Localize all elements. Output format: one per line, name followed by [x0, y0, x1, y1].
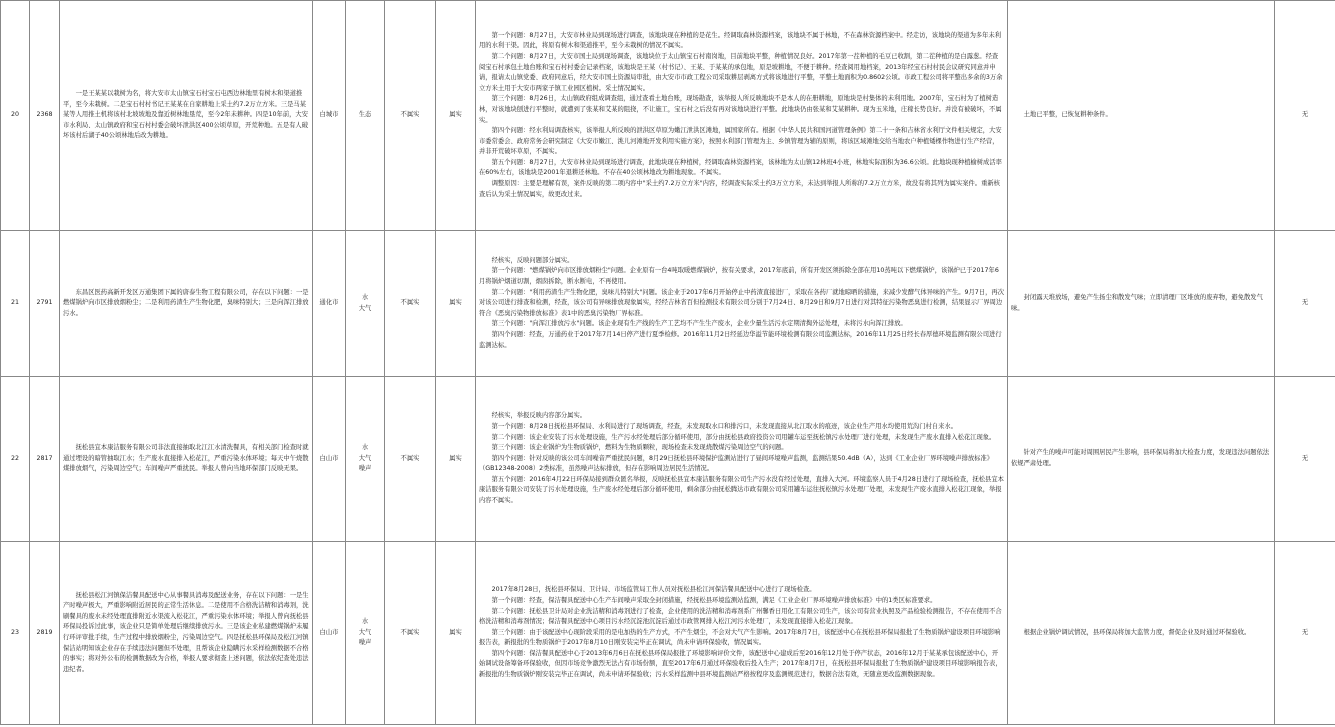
complaint-text: 抚松县宜本康洁服务有限公司非法直接抽取北江江水清洗餐具，有相关部门检查时就通过埋设的暗管抽取江水；生产废水直接排入松花江，严重污染水体环境；每天中午烧散煤排放烟气，污染周边空气；车间噪声严重扰民。举报人曾向当地环保部门反映无果。: [63, 444, 309, 473]
complaint-cell: [60, 377, 313, 542]
measures-cell: [1008, 377, 1275, 542]
details-paragraph: 第二个问题：该企业安装了污水处理设施，生产污水经处理后部分循环使用，部分由抚松县政府投资公司用罐车运至抚松镇污水处理厂进行处理，未发现生产废水直排入松花江现象。: [491, 433, 996, 441]
category-cell: [346, 231, 385, 377]
remark-cell: 无: [1275, 542, 1335, 725]
complaint-text: 一是王某某以栽树为名，将大安市太山镇宝石村宝石屯西边林地里有树木和渠道推平，至今未栽树。二是宝石村村书记王某某在自家耕地上采土约7.2万立方米。三是马某某等人用推土机将该村北坡坡地及靠近树林地垦荒，至今2年未耕种。四是10年前，大安市水利局、太山镇政府和宝石村村委会破坏泄洪区400公顷草原，开荒种地。五是有人破坏该村后湖子40公顷林地后改为耕地。: [63, 90, 309, 140]
measures-text: 根据企业锅炉调试情况，县环保局将加大监管力度，督促企业及时通过环保验收。: [1023, 628, 1251, 636]
complaint-text: 东昌区医药高新开发区万通集团下属的唐泰生物工程有限公司，存在以下问题：一是燃煤锅炉向市区排放烟粉尘；二是利用药渣生产生物化肥，臭味特别大；三是向浑江排放污水。: [63, 288, 309, 317]
complaint-cell: [60, 542, 313, 725]
remark-cell: 无: [1275, 377, 1335, 542]
details-paragraph: 2017年8月28日，抚松县环保局、卫计局、市场监管局工作人员对抚松县松江河保洁餐具配送中心进行了现场检查。: [491, 586, 816, 594]
table-row: [1, 1, 1335, 231]
complaint-cell: [60, 1, 313, 231]
verdict-final: 属实: [436, 1, 476, 231]
details-paragraph: 第三个问题：8月26日，太山镇政府组成调查组，通过查看土地台账，现场勘查，该举报人所反映地块不是本人的在册耕地，原地块是村集体的未利用地。2007年，宝石村为了植树造林，对该地块刨进行平整时，就遭到了张某和艾某的阻挠，不让施工，宝石村之后没有再对该地块进行平整。此地块仍由张某和艾某耕种。现为玉米地，庄稼长势良好。并没有被破坏，不属实。: [479, 95, 1002, 124]
table-row: [1, 231, 1335, 377]
remark-cell: 无: [1275, 1, 1335, 231]
row-number: 23: [1, 542, 30, 725]
details-paragraph: 第四个问题：经水利局调查核实，该举报人所反映的泄洪区草原为嫩江泄洪区滩地，属国家所有。根据《中华人民共和国河道管理条例》第二十一条和吉林省水利厅文件相关规定，大安市委常委会、政府常务会研究制定《大安市嫩江、洮儿河滩地开发利用实施方案》，按照水利部门管理为主、乡镇管理为辅的原则，将该区域滩地交给当地农户种植矮棵作物进行生产经营，并非开荒破坏草原，不属实。: [479, 127, 1002, 156]
category-cell: [346, 377, 385, 542]
category-item: 水: [361, 293, 369, 301]
category-item: 大气: [358, 628, 372, 636]
case-id: 2817: [30, 377, 60, 542]
verdict-final: 属实: [436, 377, 476, 542]
details-cell: [476, 231, 1008, 377]
details-paragraph: 第二个问题：抚松县卫计局对企业洗洁精和消毒剂进行了检查，企业使用的洗洁精和消毒剂系广州馨香日用化工有限公司生产，该公司有营业执照及产品检验检测报告，不存在使用不合格洗洁精和消毒剂情况；保洁餐具配送中心项目污水经沉淀池沉淀后通过市政管网排入松江河污水处理厂，未发现直接排入松花江现象。: [479, 607, 1002, 626]
measures-cell: [1008, 542, 1275, 725]
city-cell: 白山市: [313, 542, 346, 725]
details-paragraph: 第二个问题：8月27日，大安市国土局到现场调查，该地块位于太山镇宝石村南岗地，目前地块平整，种植情况良好。2017年第一茬种植的毛豆已收割，第二茬种植的是白露葱。经查阅宝石村承包土地台账和宝石村村委会记录档案，该地块是王某（村书记）、王某、于某某的承包地，原是坡耕地，不便于耕种。经查阅用地档案，2013年经宝石村村民会议研究同意并申请，报请太山镇党委、政府同意后，经大安市国土资源局审批，由大安市市政工程公司采取耕层剥离方式将该地进行平整，平整土地面积为0.8602公顷。市政工程公司将平整出多余的3万余立方米土用于大安市两家子镇工业园区植树。采土情况属实。: [479, 52, 1003, 92]
details-paragraph: 第五个问题：2016年4月22日环保局接到群众匿名举报，反映抚松县宜本康洁服务有限公司生产污水没有经过处理，直排入大河。环境监察人员于4月28日进行了现场检查，抚松县宜本康洁服务有限公司安装了污水处理设施，生产废水经处理后部分循环使用，剩余部分由抚松腾达市政有限公司采用罐车运往抚松镇污水处理厂处理，未发现生产废水直排入松花江现象，举报内容不属实。: [479, 475, 1004, 505]
city-cell: 通化市: [313, 231, 346, 377]
case-id: 2368: [30, 1, 60, 231]
details-paragraph: 第四个问题：保洁餐具配送中心于2013年6月6日在抚松县环保局报批了环境影响评价文件，该配送中心建成后至2016年12月处于停产状态，2016年12月于某某承包该配送中心，开始调试设备筹备环保验收，但因市场竞争激烈无法占有市场份额，直至2017年6月通过环保验收后投入生产；2017年8月7日，在抚松县环保局报批了生物质锅炉建设项目环境影响报告表，新报批的生物质锅炉刚安装完毕正在调试，尚未申请环保验收；污水采样监测中县环境监测站严格按程序及监测规范进行，数据合法有效，无随意更改监测数据现象。: [479, 649, 1002, 679]
category-item: 大气: [358, 304, 372, 312]
measures-cell: [1008, 231, 1275, 377]
row-number: 22: [1, 377, 30, 542]
category-item: 大气: [358, 454, 372, 462]
complaint-text: 抚松县松江河镇保洁餐具配送中心从事餐具消毒及配送业务，存在以下问题：一是生产时噪声极大，严重影响附近居民的正常生活休息。二是使用不合格洗洁精和消毒剂，洗刷餐具的废水未经处理直排附近水渠流入松花江，严重污染水体环境；举报人曾向抚松县环保局投诉过此事，该企业只是简单处理后继续排放污水。三是该企业私建燃煤锅炉未履行环评审批手续，生产过程中排放烟粉尘，污染周边空气。四是抚松县环保局及松江河镇保洁站明知该企业存在手续违法问题但不处理，且帮该企业隐瞒污水采样检测数据不合格的事实；将对外公布的检测数据改为合格，举报人要求彻查上述问题，依法依纪查处违法违纪者。: [63, 591, 309, 673]
details-cell: [476, 377, 1008, 542]
verdict-initial: 不属实: [385, 377, 436, 542]
table-row: [1, 377, 1335, 542]
category-item: 水: [361, 444, 369, 452]
details-paragraph: 第三个问题："向浑江排放污水"问题。该企业现有生产线的生产工艺均不产生生产废水，企业少量生活污水定期清掏外运处理，未将污水向浑江排放。: [491, 320, 907, 328]
measures-text: 土地已平整，已恢复耕种条件。: [1023, 111, 1112, 119]
case-id: 2819: [30, 542, 60, 725]
complaint-cell: [60, 231, 313, 377]
details-paragraph: 第一个问题：8月27日，大安市林业局到现场进行调查，该地块现在种植的是花生。经调取森林资源档案，该地块不属于林地，不在森林资源档案中。经走访，该地块的渠道为多年未利用的水利干渠。因此，将原有树木和渠道推平，至今未栽树的情况不属实。: [479, 31, 1002, 50]
details-paragraph: 第五个问题：8月27日，大安市林业局到现场进行调查，此地块现在种植树，经调取森林资源档案，该林地为太山镇12林班4小班，林地实际面积为36.6公顷。此地块现种植榆树成活率在60%左右，该地块是2001年退耕还林地。不存在40公顷林地改为耕地现象。不属实。: [479, 158, 1002, 177]
details-cell: [476, 542, 1008, 725]
category-cell: [346, 1, 385, 231]
details-paragraph: 经核实，反映问题部分属实。: [491, 256, 574, 264]
measures-cell: [1008, 1, 1275, 231]
category-item: 生态: [358, 111, 372, 119]
verdict-final: 属实: [436, 542, 476, 725]
table-row: [1, 542, 1335, 725]
category-item: 噪声: [358, 465, 372, 473]
measures-text: 封闭露天堆放场，避免产生扬尘和散发气味；立即清理厂区堆放的废弃物，避免散发气味。: [1011, 293, 1263, 312]
verdict-initial: 不属实: [385, 542, 436, 725]
verdict-initial: 不属实: [385, 231, 436, 377]
details-paragraph: 调整原因：主要是理解有误，案件反映的第二项内容中"采土约7.2万立方米"内容，经调查实际采土约3万立方米，未达到举报人所称的7.2万立方米，故没有将其列为属实案件。重新核查后认为采土情况属实，故更改过来。: [479, 180, 1000, 198]
details-paragraph: 第四个问题：针对反映的该公司车间噪音严重扰民问题，8月29日抚松县环境保护监测站进行了昼间环境噪声监测，监测结果50.4dB（A），达到《工业企业厂界环境噪声排放标准》（GB12348-2008）2类标准，虽然噪声达标排放，但存在影响周边居民生活情况。: [479, 454, 994, 473]
city-cell: 白山市: [313, 377, 346, 542]
measures-text: 针对产生的噪声可能对周围居民产生影响，县环保局将加大检查力度，发现违法问题依法依规严肃处理。: [1011, 449, 1270, 467]
details-paragraph: 经核实，举报反映内容部分属实。: [491, 412, 587, 420]
case-id: 2791: [30, 231, 60, 377]
category-item: 水: [361, 618, 369, 626]
details-paragraph: 第一个问题：8月28日抚松县环保局、水利局进行了现场调查，经查，未发现取水口和排污口，未发现直接从北江取水的痕迹，该企业生产用水均使用荒沟门村自来水。: [491, 422, 957, 430]
row-number: 20: [1, 1, 30, 231]
details-paragraph: 第四个问题：经查，万通药业于2017年7月14日停产进行夏季检修。2016年11月2日经延边华溢节能环境检测有限公司监测达标，2016年11月25日经长春厚德环境监测有限公司进行监测达标。: [479, 330, 1002, 349]
row-number: 21: [1, 231, 30, 377]
verdict-final: 属实: [436, 231, 476, 377]
category-cell: [346, 542, 385, 725]
details-cell: [476, 1, 1008, 231]
verdict-initial: 不属实: [385, 1, 436, 231]
remark-cell: 无: [1275, 231, 1335, 377]
details-paragraph: 第三个问题：该企业锅炉为生物质锅炉，燃料为生物质颗粒，现场检查未发现烧散煤污染周边空气的问题。: [491, 444, 788, 452]
details-paragraph: 第一个问题："燃煤锅炉向市区排放烟粉尘"问题。企业原有一台4吨取暖燃煤锅炉，按有关要求，2017年底前，所有开发区须拆除全部在用10蒸吨以下燃煤锅炉，该锅炉已于2017年6月将锅炉烟道切割，烟囱拆除，断水断电，不再使用。: [479, 267, 999, 286]
details-paragraph: 第二个问题："利用药渣生产生物化肥，臭味儿特别大"问题。该企业于2017年6月开始停止中药渣直接进厂，采取在各药厂就地晾晒的措施，来减少发酵气体异味的产生。9月7日，再次对该公司进行排查和检测，经查，该公司有异味排放现象属实，经经吉林省百但检测技术有限公司分别于7月24日、8月29日和9月7日进行对其特征污染物恶臭进行检测，结果显示厂界周边符合《恶臭污染物排放标准》表1中的恶臭污染物厂界标准。: [479, 288, 1004, 317]
details-paragraph: 第一个问题：经查，保洁餐具配送中心生产车间噪声采取全封闭措施，经抚松县环境监测站监测，满足《工业企业厂界环境噪声排放标准》中的1类区标准要求。: [491, 596, 937, 604]
details-paragraph: 第三个问题：由于该配送中心现阶段采用的是电加热的生产方式，不产生烟尘，不会对大气产生影响。2017年8月7日，该配送中心在抚松县环保局报批了生物质锅炉建设项目环境影响报告表，新报批的生物质锅炉于2017年8月10日刚安装完毕正在调试，尚未申请环保验收，情况属实。: [479, 628, 1001, 647]
city-cell: 白城市: [313, 1, 346, 231]
category-item: 噪声: [358, 639, 372, 647]
